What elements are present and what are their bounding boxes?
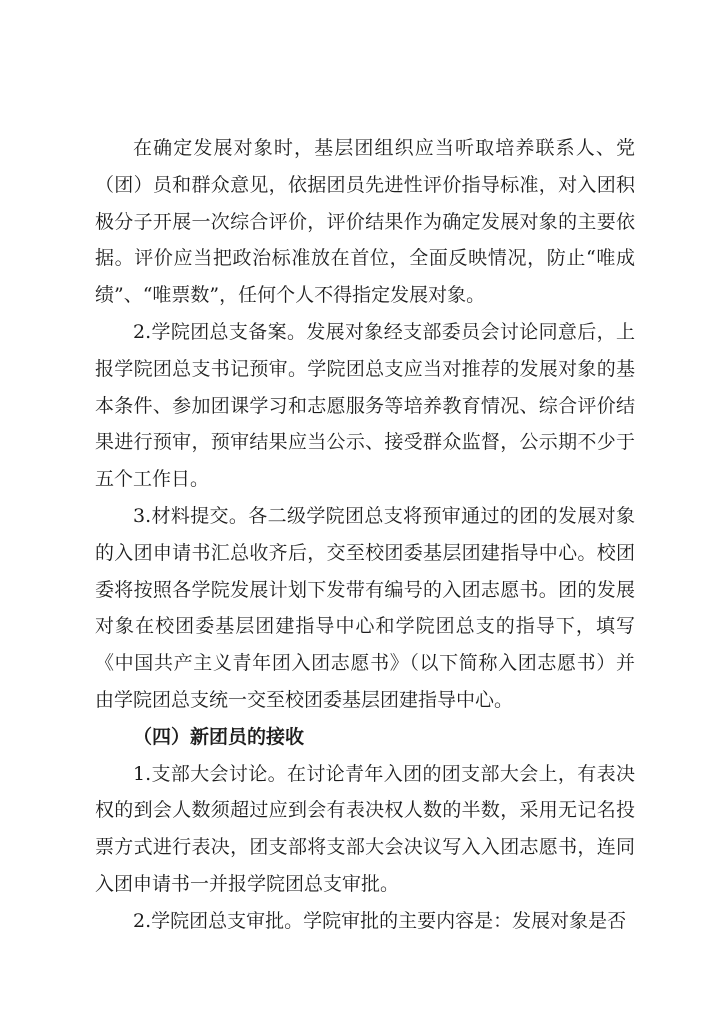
section-heading: （四）新团员的接收	[133, 725, 305, 748]
paragraph-college-approval: 2.学院团总支审批。学院审批的主要内容是：发展对象是否	[133, 909, 627, 932]
paragraph-evaluation: 在确定发展对象时，基层团组织应当听取培养联系人、党（团）员和群众意见，依据团员先进性评价指导标准，对入团积极分子开展一次综合评价，评价结果作为确定发展对象的主要依据。评价应当把政治标准放在首位，全面反映情况，防止“唯成绩”、“唯票数”，任何个人不得指定发展对象。	[95, 137, 635, 307]
document-body	[95, 130, 635, 940]
paragraph-branch-meeting: 1.支部大会讨论。在讨论青年入团的团支部大会上，有表决权的到会人数须超过应到会有表决权人数的半数，采用无记名投票方式进行表决，团支部将支部大会决议写入入团志愿书，连同入团申请书一并报学院团总支审批。	[95, 762, 635, 895]
paragraph-college-filing: 2.学院团总支备案。发展对象经支部委员会讨论同意后，上报学院团总支书记预审。学院团总支应当对推荐的发展对象的基本条件、参加团课学习和志愿服务等培养教育情况、综合评价结果进行预审，预审结果应当公示、接受群众监督，公示期不少于五个工作日。	[95, 320, 635, 491]
paragraph-material-submission: 3.材料提交。各二级学院团总支将预审通过的团的发展对象的入团申请书汇总收齐后，交至校团委基层团建指导中心。校团委将按照各学院发展计划下发带有编号的入团志愿书。团的发展对象在校团委基层团建指导中心和学院团总支的指导下，填写《中国共产主义青年团入团志愿书》（以下简称入团志愿书）并由学院团总支统一交至校团委基层团建指导中心。	[95, 504, 635, 711]
